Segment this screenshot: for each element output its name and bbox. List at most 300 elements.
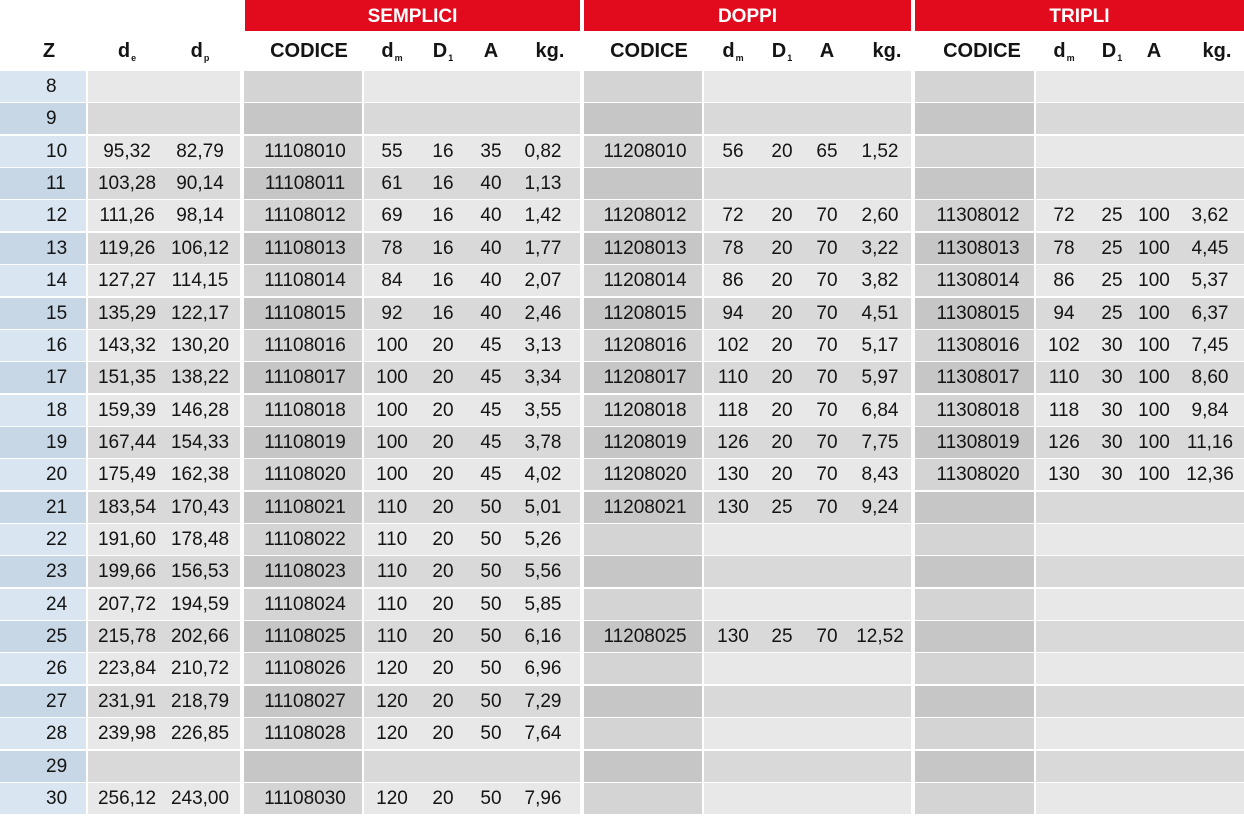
semplici-A-value: 45 bbox=[480, 400, 502, 421]
tripli-dm-value bbox=[1042, 556, 1086, 587]
z-value: 17 bbox=[46, 367, 68, 388]
tripli-D1-value: 25 bbox=[1101, 205, 1123, 226]
z-value: 19 bbox=[46, 432, 68, 453]
de-value: 167,44 bbox=[97, 432, 157, 453]
z-value: 13 bbox=[46, 238, 68, 259]
tripli-A-value: 100 bbox=[1138, 303, 1170, 324]
tripli-kg-value: 9,84 bbox=[1191, 400, 1229, 421]
semplici-codice-value bbox=[250, 751, 360, 782]
doppi-A-value: 70 bbox=[816, 432, 838, 453]
doppi-A-value: 70 bbox=[816, 303, 838, 324]
doppi-kg-value bbox=[850, 524, 910, 555]
doppi-A-value bbox=[805, 589, 849, 620]
tripli-codice-value bbox=[923, 136, 1033, 167]
semplici-kg-value: 1,42 bbox=[524, 205, 562, 226]
semplici-kg-value: 5,56 bbox=[524, 561, 562, 582]
tripli-A-value: 100 bbox=[1138, 270, 1170, 291]
tripli-dm-value: 110 bbox=[1048, 367, 1080, 388]
semplici-codice-value: 11108018 bbox=[264, 400, 346, 421]
tripli-codice-value: 11308020 bbox=[936, 464, 1020, 485]
tripli-D1-value: 30 bbox=[1101, 400, 1123, 421]
semplici-A-value: 50 bbox=[480, 723, 502, 744]
dp-value: 90,14 bbox=[176, 173, 224, 194]
tripli-A-value: 100 bbox=[1138, 367, 1170, 388]
z-value: 27 bbox=[46, 691, 68, 712]
semplici-A-value: 45 bbox=[480, 432, 502, 453]
doppi-kg-value bbox=[850, 751, 910, 782]
doppi-dm-value: 130 bbox=[717, 626, 749, 647]
doppi-D1-value: 20 bbox=[771, 464, 793, 485]
semplici-dm-value: 110 bbox=[376, 561, 408, 582]
de-value: 223,84 bbox=[97, 658, 157, 679]
tripli-A-value: 100 bbox=[1138, 400, 1170, 421]
doppi-dm-value: 130 bbox=[717, 464, 749, 485]
semplici-dm-value: 100 bbox=[376, 335, 408, 356]
group-label-tripli: TRIPLI bbox=[915, 0, 1244, 31]
semplici-A-value: 40 bbox=[480, 238, 502, 259]
doppi-codice-value bbox=[590, 168, 700, 199]
doppi-D1-value: 20 bbox=[771, 432, 793, 453]
semplici-D1-value: 20 bbox=[432, 529, 454, 550]
doppi-A-value: 70 bbox=[816, 335, 838, 356]
doppi-dm-value: 56 bbox=[722, 141, 744, 162]
tripli-kg-value: 3,62 bbox=[1191, 205, 1229, 226]
de-value: 191,60 bbox=[97, 529, 157, 550]
tripli-dm-value: 78 bbox=[1053, 238, 1075, 259]
semplici-codice-value: 11108011 bbox=[264, 173, 346, 194]
header-dm-doppi: $d_m$ bbox=[722, 40, 744, 63]
doppi-kg-value bbox=[850, 653, 910, 684]
de-value: 143,32 bbox=[97, 335, 157, 356]
doppi-codice-value: 11208010 bbox=[603, 141, 687, 162]
tripli-A-value: 100 bbox=[1138, 335, 1170, 356]
semplici-kg-value: 2,07 bbox=[524, 270, 562, 291]
semplici-D1-value: 20 bbox=[432, 658, 454, 679]
doppi-A-value bbox=[805, 653, 849, 684]
tripli-D1-value: 25 bbox=[1101, 238, 1123, 259]
tripli-D1-value bbox=[1090, 751, 1134, 782]
de-value: 159,39 bbox=[97, 400, 157, 421]
semplici-A-value: 50 bbox=[480, 658, 502, 679]
tripli-D1-value bbox=[1090, 621, 1134, 652]
semplici-codice-value: 11108030 bbox=[264, 788, 346, 809]
semplici-dm-value: 110 bbox=[376, 497, 408, 518]
semplici-D1-value: 20 bbox=[432, 788, 454, 809]
tripli-dm-value: 72 bbox=[1053, 205, 1075, 226]
doppi-codice-value: 11208015 bbox=[603, 303, 687, 324]
doppi-dm-value bbox=[711, 168, 755, 199]
doppi-D1-value: 20 bbox=[771, 141, 793, 162]
header-dm-semplici: $d_m$ bbox=[381, 40, 403, 63]
semplici-A-value: 45 bbox=[480, 464, 502, 485]
tripli-dm-value bbox=[1042, 589, 1086, 620]
doppi-codice-value: 11208016 bbox=[603, 335, 687, 356]
tripli-A-value bbox=[1132, 524, 1176, 555]
tripli-codice-value bbox=[923, 718, 1033, 749]
semplici-D1-value: 20 bbox=[432, 723, 454, 744]
semplici-kg-value: 3,34 bbox=[524, 367, 562, 388]
doppi-codice-value bbox=[590, 524, 700, 555]
doppi-A-value: 70 bbox=[816, 367, 838, 388]
doppi-kg-value: 6,84 bbox=[861, 400, 899, 421]
doppi-A-value: 70 bbox=[816, 238, 838, 259]
doppi-kg-value bbox=[850, 556, 910, 587]
tripli-dm-value: 94 bbox=[1053, 303, 1075, 324]
doppi-A-value bbox=[805, 71, 849, 102]
semplici-kg-value: 3,13 bbox=[524, 335, 562, 356]
tripli-A-value: 100 bbox=[1138, 238, 1170, 259]
de-value: 256,12 bbox=[97, 788, 157, 809]
tripli-codice-value bbox=[923, 524, 1033, 555]
doppi-D1-value: 20 bbox=[771, 238, 793, 259]
tripli-dm-value bbox=[1042, 783, 1086, 814]
doppi-A-value bbox=[805, 783, 849, 814]
semplici-codice-value: 11108016 bbox=[264, 335, 346, 356]
semplici-dm-value: 100 bbox=[376, 367, 408, 388]
doppi-kg-value bbox=[850, 168, 910, 199]
semplici-codice-value: 11108013 bbox=[264, 238, 346, 259]
tripli-A-value bbox=[1132, 621, 1176, 652]
tripli-dm-value bbox=[1042, 751, 1086, 782]
tripli-kg-value bbox=[1180, 524, 1240, 555]
semplici-D1-value: 20 bbox=[432, 561, 454, 582]
tripli-kg-value bbox=[1180, 168, 1240, 199]
tripli-dm-value: 118 bbox=[1048, 400, 1080, 421]
doppi-kg-value: 5,17 bbox=[861, 335, 899, 356]
dp-value: 178,48 bbox=[170, 529, 230, 550]
z-value: 9 bbox=[46, 108, 57, 129]
doppi-dm-value bbox=[711, 783, 755, 814]
group-label-doppi: DOPPI bbox=[584, 0, 911, 31]
tripli-kg-value: 5,37 bbox=[1191, 270, 1229, 291]
semplici-D1-value: 20 bbox=[432, 464, 454, 485]
semplici-A-value: 45 bbox=[480, 335, 502, 356]
doppi-A-value: 65 bbox=[816, 141, 838, 162]
tripli-D1-value bbox=[1090, 589, 1134, 620]
semplici-dm-value: 100 bbox=[376, 400, 408, 421]
tripli-D1-value bbox=[1090, 783, 1134, 814]
tripli-dm-value: 102 bbox=[1048, 335, 1080, 356]
tripli-A-value bbox=[1132, 686, 1176, 717]
semplici-dm-value: 110 bbox=[376, 529, 408, 550]
z-value: 8 bbox=[46, 76, 57, 97]
dp-value: 130,20 bbox=[170, 335, 230, 356]
header-kg-tripli: kg. bbox=[1202, 40, 1232, 62]
tripli-codice-value bbox=[923, 71, 1033, 102]
semplici-dm-value: 92 bbox=[381, 303, 403, 324]
tripli-kg-value bbox=[1180, 686, 1240, 717]
dp-value: 138,22 bbox=[170, 367, 230, 388]
doppi-kg-value bbox=[850, 103, 910, 134]
de-value: 135,29 bbox=[97, 303, 157, 324]
header-A-semplici: A bbox=[483, 40, 499, 62]
de-value bbox=[90, 751, 164, 782]
de-value: 95,32 bbox=[103, 141, 151, 162]
tripli-A-value bbox=[1132, 556, 1176, 587]
doppi-codice-value: 11208018 bbox=[603, 400, 687, 421]
semplici-codice-value: 11108020 bbox=[264, 464, 346, 485]
semplici-A-value: 50 bbox=[480, 497, 502, 518]
semplici-D1-value: 20 bbox=[432, 497, 454, 518]
semplici-codice-value: 11108025 bbox=[264, 626, 346, 647]
doppi-kg-value: 8,43 bbox=[861, 464, 899, 485]
z-value: 12 bbox=[46, 205, 68, 226]
doppi-kg-value: 2,60 bbox=[861, 205, 899, 226]
doppi-D1-value: 20 bbox=[771, 367, 793, 388]
doppi-codice-value: 11208013 bbox=[603, 238, 687, 259]
doppi-D1-value: 20 bbox=[771, 270, 793, 291]
tripli-kg-value bbox=[1180, 751, 1240, 782]
z-value: 23 bbox=[46, 561, 68, 582]
doppi-codice-value: 11208019 bbox=[603, 432, 687, 453]
tripli-kg-value bbox=[1180, 556, 1240, 587]
tripli-A-value bbox=[1132, 168, 1176, 199]
tripli-D1-value: 30 bbox=[1101, 367, 1123, 388]
doppi-codice-value: 11208021 bbox=[603, 497, 687, 518]
semplici-codice-value: 11108026 bbox=[264, 658, 346, 679]
z-value: 18 bbox=[46, 400, 68, 421]
dp-value bbox=[163, 71, 237, 102]
doppi-dm-value: 130 bbox=[717, 497, 749, 518]
header-D1-tripli: $D_1$ bbox=[1101, 40, 1123, 63]
tripli-kg-value bbox=[1180, 492, 1240, 523]
tripli-dm-value bbox=[1042, 686, 1086, 717]
tripli-D1-value: 30 bbox=[1101, 432, 1123, 453]
group-header-band bbox=[0, 0, 1244, 31]
semplici-dm-value bbox=[370, 751, 414, 782]
tripli-D1-value bbox=[1090, 524, 1134, 555]
z-value: 11 bbox=[46, 173, 66, 194]
doppi-dm-value: 102 bbox=[717, 335, 749, 356]
semplici-kg-value: 3,55 bbox=[524, 400, 562, 421]
dp-value: 202,66 bbox=[170, 626, 230, 647]
doppi-D1-value bbox=[760, 103, 804, 134]
dp-value: 154,33 bbox=[170, 432, 230, 453]
doppi-A-value: 70 bbox=[816, 464, 838, 485]
semplici-codice-value: 11108017 bbox=[264, 367, 346, 388]
semplici-codice-value: 11108010 bbox=[264, 141, 346, 162]
semplici-A-value: 40 bbox=[480, 303, 502, 324]
tripli-dm-value bbox=[1042, 653, 1086, 684]
semplici-D1-value: 16 bbox=[432, 303, 454, 324]
tripli-codice-value bbox=[923, 556, 1033, 587]
header-dp: $d_p$ bbox=[190, 40, 210, 63]
doppi-kg-value bbox=[850, 686, 910, 717]
tripli-kg-value bbox=[1180, 621, 1240, 652]
semplici-A-value: 40 bbox=[480, 205, 502, 226]
dp-value: 210,72 bbox=[170, 658, 230, 679]
tripli-codice-value: 11308013 bbox=[936, 238, 1020, 259]
doppi-D1-value bbox=[760, 686, 804, 717]
tripli-codice-value: 11308017 bbox=[936, 367, 1020, 388]
doppi-kg-value: 1,52 bbox=[861, 141, 899, 162]
semplici-dm-value: 110 bbox=[376, 594, 408, 615]
semplici-A-value bbox=[469, 751, 513, 782]
tripli-D1-value bbox=[1090, 103, 1134, 134]
doppi-kg-value: 12,52 bbox=[856, 626, 904, 647]
dp-value bbox=[163, 751, 237, 782]
doppi-A-value bbox=[805, 751, 849, 782]
semplici-kg-value: 5,85 bbox=[524, 594, 562, 615]
tripli-A-value bbox=[1132, 783, 1176, 814]
doppi-D1-value bbox=[760, 556, 804, 587]
tripli-codice-value bbox=[923, 492, 1033, 523]
tripli-codice-value bbox=[923, 653, 1033, 684]
de-value bbox=[90, 103, 164, 134]
doppi-codice-value bbox=[590, 71, 700, 102]
semplici-codice-value: 11108028 bbox=[264, 723, 346, 744]
semplici-A-value bbox=[469, 71, 513, 102]
semplici-codice-value bbox=[250, 71, 360, 102]
tripli-D1-value bbox=[1090, 492, 1134, 523]
semplici-dm-value: 78 bbox=[381, 238, 403, 259]
z-value: 20 bbox=[46, 464, 68, 485]
doppi-A-value bbox=[805, 556, 849, 587]
tripli-A-value: 100 bbox=[1138, 205, 1170, 226]
semplici-D1-value bbox=[421, 751, 465, 782]
semplici-kg-value: 1,13 bbox=[524, 173, 562, 194]
doppi-A-value bbox=[805, 168, 849, 199]
doppi-dm-value bbox=[711, 103, 755, 134]
semplici-A-value: 45 bbox=[480, 367, 502, 388]
z-value: 10 bbox=[46, 141, 68, 162]
semplici-A-value: 50 bbox=[480, 529, 502, 550]
tripli-dm-value bbox=[1042, 492, 1086, 523]
header-D1-semplici: $D_1$ bbox=[432, 40, 454, 63]
semplici-A-value: 50 bbox=[480, 788, 502, 809]
semplici-codice-value: 11108022 bbox=[264, 529, 346, 550]
tripli-codice-value bbox=[923, 751, 1033, 782]
tripli-dm-value: 126 bbox=[1048, 432, 1080, 453]
semplici-dm-value: 110 bbox=[376, 626, 408, 647]
tripli-D1-value: 30 bbox=[1101, 335, 1123, 356]
doppi-D1-value: 20 bbox=[771, 303, 793, 324]
doppi-D1-value: 20 bbox=[771, 335, 793, 356]
doppi-dm-value bbox=[711, 686, 755, 717]
tripli-A-value bbox=[1132, 653, 1176, 684]
semplici-kg-value bbox=[513, 751, 573, 782]
tripli-codice-value: 11308018 bbox=[936, 400, 1020, 421]
column-header-row bbox=[0, 31, 1244, 71]
group-label-semplici: SEMPLICI bbox=[245, 0, 580, 31]
tripli-D1-value: 25 bbox=[1101, 270, 1123, 291]
doppi-dm-value: 94 bbox=[722, 303, 744, 324]
tripli-A-value bbox=[1132, 718, 1176, 749]
semplici-D1-value: 16 bbox=[432, 141, 454, 162]
header-dm-tripli: $d_m$ bbox=[1053, 40, 1075, 63]
tripli-dm-value: 86 bbox=[1053, 270, 1075, 291]
semplici-kg-value: 2,46 bbox=[524, 303, 562, 324]
tripli-codice-value: 11308014 bbox=[936, 270, 1020, 291]
semplici-kg-value: 6,16 bbox=[524, 626, 562, 647]
semplici-kg-value: 7,96 bbox=[524, 788, 562, 809]
de-value: 207,72 bbox=[97, 594, 157, 615]
doppi-D1-value bbox=[760, 589, 804, 620]
semplici-kg-value: 7,29 bbox=[524, 691, 562, 712]
tripli-kg-value bbox=[1180, 653, 1240, 684]
semplici-codice-value: 11108015 bbox=[264, 303, 346, 324]
dp-value: 106,12 bbox=[170, 238, 230, 259]
z-value: 25 bbox=[46, 626, 68, 647]
semplici-dm-value: 61 bbox=[381, 173, 403, 194]
header-A-tripli: A bbox=[1146, 40, 1162, 62]
dp-value: 82,79 bbox=[176, 141, 224, 162]
dp-value: 218,79 bbox=[170, 691, 230, 712]
dp-value: 170,43 bbox=[170, 497, 230, 518]
doppi-dm-value bbox=[711, 556, 755, 587]
semplici-dm-value: 100 bbox=[376, 432, 408, 453]
doppi-codice-value: 11208012 bbox=[603, 205, 687, 226]
de-value bbox=[90, 71, 164, 102]
semplici-dm-value: 120 bbox=[376, 658, 408, 679]
tripli-D1-value bbox=[1090, 71, 1134, 102]
semplici-A-value: 50 bbox=[480, 594, 502, 615]
tripli-codice-value bbox=[923, 589, 1033, 620]
dp-value: 243,00 bbox=[170, 788, 230, 809]
dp-value: 114,15 bbox=[171, 270, 229, 291]
tripli-kg-value: 4,45 bbox=[1191, 238, 1229, 259]
tripli-A-value bbox=[1132, 751, 1176, 782]
semplici-dm-value: 120 bbox=[376, 723, 408, 744]
tripli-A-value bbox=[1132, 71, 1176, 102]
semplici-kg-value: 7,64 bbox=[524, 723, 562, 744]
semplici-D1-value: 20 bbox=[432, 691, 454, 712]
doppi-dm-value bbox=[711, 718, 755, 749]
header-codice-doppi: CODICE bbox=[610, 40, 688, 62]
doppi-A-value: 70 bbox=[816, 270, 838, 291]
semplici-D1-value: 20 bbox=[432, 626, 454, 647]
doppi-A-value bbox=[805, 686, 849, 717]
z-value: 29 bbox=[46, 756, 68, 777]
semplici-D1-value: 16 bbox=[432, 238, 454, 259]
semplici-kg-value bbox=[513, 103, 573, 134]
tripli-kg-value bbox=[1180, 718, 1240, 749]
doppi-kg-value: 4,51 bbox=[861, 303, 899, 324]
de-value: 239,98 bbox=[97, 723, 157, 744]
tripli-kg-value: 11,16 bbox=[1186, 432, 1234, 453]
de-value: 119,26 bbox=[98, 238, 156, 259]
semplici-codice-value: 11108014 bbox=[264, 270, 346, 291]
tripli-dm-value bbox=[1042, 524, 1086, 555]
de-value: 183,54 bbox=[97, 497, 157, 518]
doppi-codice-value bbox=[590, 653, 700, 684]
tripli-kg-value bbox=[1180, 589, 1240, 620]
semplici-A-value: 40 bbox=[480, 270, 502, 291]
doppi-A-value bbox=[805, 718, 849, 749]
doppi-kg-value: 7,75 bbox=[861, 432, 899, 453]
doppi-codice-value: 11208014 bbox=[603, 270, 687, 291]
semplici-dm-value: 120 bbox=[376, 691, 408, 712]
doppi-codice-value bbox=[590, 103, 700, 134]
doppi-A-value: 70 bbox=[816, 400, 838, 421]
semplici-D1-value: 16 bbox=[432, 205, 454, 226]
semplici-dm-value: 69 bbox=[381, 205, 403, 226]
tripli-codice-value bbox=[923, 168, 1033, 199]
z-value: 26 bbox=[46, 658, 68, 679]
semplici-D1-value: 20 bbox=[432, 432, 454, 453]
semplici-kg-value: 4,02 bbox=[524, 464, 562, 485]
z-value: 22 bbox=[46, 529, 68, 550]
semplici-codice-value: 11108021 bbox=[264, 497, 346, 518]
semplici-D1-value: 20 bbox=[432, 594, 454, 615]
tripli-D1-value: 25 bbox=[1101, 303, 1123, 324]
header-codice-semplici: CODICE bbox=[270, 40, 348, 62]
semplici-codice-value: 11108012 bbox=[264, 205, 346, 226]
semplici-dm-value bbox=[370, 103, 414, 134]
doppi-A-value: 70 bbox=[816, 205, 838, 226]
tripli-codice-value: 11308019 bbox=[936, 432, 1020, 453]
semplici-dm-value bbox=[370, 71, 414, 102]
